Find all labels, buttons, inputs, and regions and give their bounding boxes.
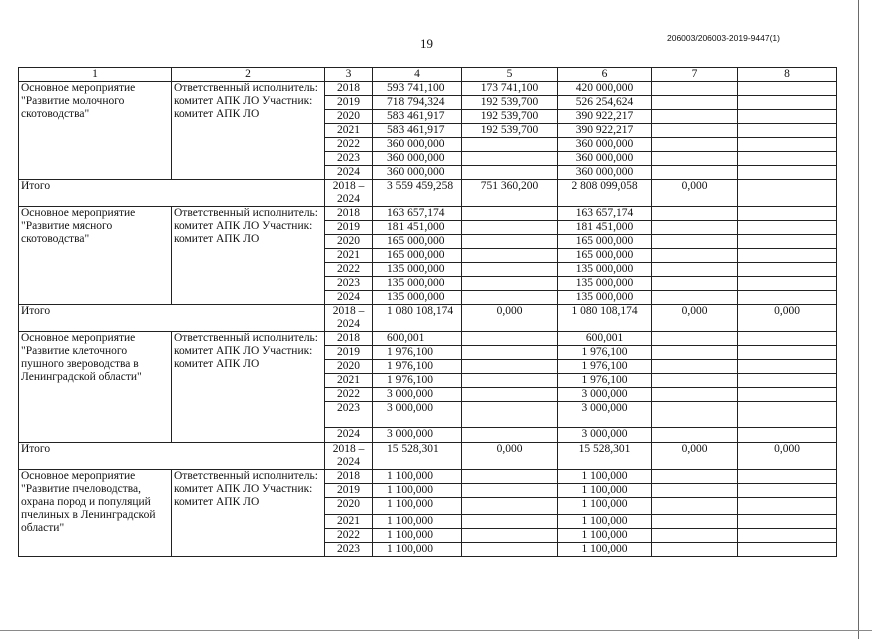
year-cell: 2022 bbox=[325, 138, 373, 152]
regional-funding-cell: 360 000,000 bbox=[558, 152, 652, 166]
local-funding-cell bbox=[652, 428, 738, 443]
total-years-cell: 2018 – 2024 bbox=[325, 305, 373, 332]
local-funding-cell bbox=[652, 291, 738, 305]
regional-funding-cell: 1 100,000 bbox=[558, 470, 652, 484]
other-funding-cell bbox=[738, 152, 837, 166]
federal-funding-cell bbox=[462, 498, 558, 515]
header-cell: 2 bbox=[172, 68, 325, 82]
header-cell: 6 bbox=[558, 68, 652, 82]
regional-funding-cell: 1 100,000 bbox=[558, 543, 652, 557]
total-funding-cell: 1 100,000 bbox=[373, 543, 462, 557]
other-funding-cell bbox=[738, 332, 837, 346]
regional-funding-cell: 526 254,624 bbox=[558, 96, 652, 110]
federal-funding-cell bbox=[462, 374, 558, 388]
other-funding-cell bbox=[738, 515, 837, 529]
table-row bbox=[19, 82, 837, 96]
year-cell: 2021 bbox=[325, 515, 373, 529]
total-row bbox=[19, 180, 837, 207]
federal-funding-cell bbox=[462, 402, 558, 428]
other-funding-cell bbox=[738, 166, 837, 180]
regional-funding-cell: 165 000,000 bbox=[558, 235, 652, 249]
federal-funding-cell: 192 539,700 bbox=[462, 124, 558, 138]
local-funding-cell bbox=[652, 235, 738, 249]
other-funding-cell bbox=[738, 110, 837, 124]
federal-funding-cell: 173 741,100 bbox=[462, 82, 558, 96]
year-cell: 2018 bbox=[325, 332, 373, 346]
regional-funding-cell: 2 808 099,058 bbox=[558, 180, 652, 207]
regional-funding-cell: 420 000,000 bbox=[558, 82, 652, 96]
total-funding-cell: 3 559 459,258 bbox=[373, 180, 462, 207]
local-funding-cell bbox=[652, 402, 738, 428]
total-funding-cell: 181 451,000 bbox=[373, 221, 462, 235]
federal-funding-cell bbox=[462, 221, 558, 235]
federal-funding-cell: 0,000 bbox=[462, 443, 558, 470]
federal-funding-cell bbox=[462, 166, 558, 180]
local-funding-cell bbox=[652, 277, 738, 291]
total-funding-cell: 1 100,000 bbox=[373, 470, 462, 484]
federal-funding-cell: 0,000 bbox=[462, 305, 558, 332]
regional-funding-cell: 390 922,217 bbox=[558, 124, 652, 138]
other-funding-cell bbox=[738, 470, 837, 484]
total-row bbox=[19, 305, 837, 332]
regional-funding-cell: 135 000,000 bbox=[558, 263, 652, 277]
total-funding-cell: 360 000,000 bbox=[373, 138, 462, 152]
local-funding-cell: 0,000 bbox=[652, 443, 738, 470]
total-funding-cell: 1 976,100 bbox=[373, 360, 462, 374]
year-cell: 2020 bbox=[325, 360, 373, 374]
regional-funding-cell: 1 100,000 bbox=[558, 498, 652, 515]
federal-funding-cell bbox=[462, 207, 558, 221]
total-funding-cell: 3 000,000 bbox=[373, 428, 462, 443]
local-funding-cell bbox=[652, 529, 738, 543]
federal-funding-cell: 751 360,200 bbox=[462, 180, 558, 207]
local-funding-cell bbox=[652, 332, 738, 346]
regional-funding-cell: 165 000,000 bbox=[558, 249, 652, 263]
federal-funding-cell bbox=[462, 543, 558, 557]
table-row bbox=[19, 207, 837, 221]
year-cell: 2019 bbox=[325, 221, 373, 235]
scan-edge-right bbox=[858, 0, 859, 639]
regional-funding-cell: 181 451,000 bbox=[558, 221, 652, 235]
document-code: 206003/206003-2019-9447(1) bbox=[667, 33, 780, 43]
other-funding-cell bbox=[738, 180, 837, 207]
other-funding-cell bbox=[738, 207, 837, 221]
total-funding-cell: 1 100,000 bbox=[373, 515, 462, 529]
total-funding-cell: 3 000,000 bbox=[373, 402, 462, 428]
year-cell: 2024 bbox=[325, 166, 373, 180]
year-cell: 2021 bbox=[325, 124, 373, 138]
total-funding-cell: 1 100,000 bbox=[373, 498, 462, 515]
total-label-cell: Итого bbox=[19, 180, 325, 207]
total-funding-cell: 135 000,000 bbox=[373, 263, 462, 277]
total-funding-cell: 583 461,917 bbox=[373, 110, 462, 124]
total-funding-cell: 360 000,000 bbox=[373, 152, 462, 166]
local-funding-cell bbox=[652, 96, 738, 110]
federal-funding-cell: 192 539,700 bbox=[462, 96, 558, 110]
performer-cell: Ответственный исполнитель: комитет АПК ЛО Участник: комитет АПК ЛО bbox=[172, 82, 325, 180]
other-funding-cell bbox=[738, 346, 837, 360]
total-funding-cell: 1 100,000 bbox=[373, 484, 462, 498]
regional-funding-cell: 1 080 108,174 bbox=[558, 305, 652, 332]
federal-funding-cell bbox=[462, 428, 558, 443]
year-cell: 2020 bbox=[325, 235, 373, 249]
other-funding-cell bbox=[738, 543, 837, 557]
federal-funding-cell bbox=[462, 277, 558, 291]
year-cell: 2020 bbox=[325, 110, 373, 124]
total-row bbox=[19, 443, 837, 470]
total-funding-cell: 135 000,000 bbox=[373, 277, 462, 291]
federal-funding-cell bbox=[462, 332, 558, 346]
total-years-cell: 2018 – 2024 bbox=[325, 443, 373, 470]
other-funding-cell bbox=[738, 374, 837, 388]
total-funding-cell: 163 657,174 bbox=[373, 207, 462, 221]
local-funding-cell bbox=[652, 374, 738, 388]
federal-funding-cell: 192 539,700 bbox=[462, 110, 558, 124]
total-funding-cell: 1 976,100 bbox=[373, 374, 462, 388]
table-row bbox=[19, 332, 837, 346]
performer-cell: Ответственный исполнитель: комитет АПК ЛО Участник: комитет АПК ЛО bbox=[172, 332, 325, 443]
total-funding-cell: 165 000,000 bbox=[373, 249, 462, 263]
local-funding-cell bbox=[652, 249, 738, 263]
federal-funding-cell bbox=[462, 138, 558, 152]
year-cell: 2023 bbox=[325, 277, 373, 291]
header-cell: 7 bbox=[652, 68, 738, 82]
federal-funding-cell bbox=[462, 235, 558, 249]
local-funding-cell bbox=[652, 263, 738, 277]
total-funding-cell: 593 741,100 bbox=[373, 82, 462, 96]
regional-funding-cell: 360 000,000 bbox=[558, 166, 652, 180]
federal-funding-cell bbox=[462, 388, 558, 402]
local-funding-cell bbox=[652, 388, 738, 402]
federal-funding-cell bbox=[462, 360, 558, 374]
regional-funding-cell: 1 100,000 bbox=[558, 515, 652, 529]
year-cell: 2018 bbox=[325, 82, 373, 96]
other-funding-cell bbox=[738, 402, 837, 428]
year-cell: 2018 bbox=[325, 470, 373, 484]
federal-funding-cell bbox=[462, 291, 558, 305]
federal-funding-cell bbox=[462, 484, 558, 498]
total-funding-cell: 600,001 bbox=[373, 332, 462, 346]
activity-name-cell: Основное мероприятие "Развитие молочного скотоводства" bbox=[19, 82, 172, 180]
regional-funding-cell: 135 000,000 bbox=[558, 277, 652, 291]
local-funding-cell bbox=[652, 207, 738, 221]
total-funding-cell: 3 000,000 bbox=[373, 388, 462, 402]
local-funding-cell bbox=[652, 484, 738, 498]
total-funding-cell: 1 100,000 bbox=[373, 529, 462, 543]
year-cell: 2019 bbox=[325, 346, 373, 360]
other-funding-cell bbox=[738, 263, 837, 277]
regional-funding-cell: 163 657,174 bbox=[558, 207, 652, 221]
total-funding-cell: 583 461,917 bbox=[373, 124, 462, 138]
local-funding-cell bbox=[652, 82, 738, 96]
budget-table bbox=[18, 67, 837, 557]
regional-funding-cell: 1 100,000 bbox=[558, 484, 652, 498]
regional-funding-cell: 3 000,000 bbox=[558, 428, 652, 443]
regional-funding-cell: 1 976,100 bbox=[558, 360, 652, 374]
federal-funding-cell bbox=[462, 263, 558, 277]
year-cell: 2023 bbox=[325, 152, 373, 166]
other-funding-cell bbox=[738, 96, 837, 110]
other-funding-cell: 0,000 bbox=[738, 443, 837, 470]
local-funding-cell: 0,000 bbox=[652, 305, 738, 332]
activity-name-cell: Основное мероприятие "Развитие мясного скотоводства" bbox=[19, 207, 172, 305]
local-funding-cell: 0,000 bbox=[652, 180, 738, 207]
other-funding-cell bbox=[738, 277, 837, 291]
year-cell: 2022 bbox=[325, 388, 373, 402]
year-cell: 2023 bbox=[325, 543, 373, 557]
page-number: 19 bbox=[420, 36, 433, 51]
local-funding-cell bbox=[652, 515, 738, 529]
regional-funding-cell: 15 528,301 bbox=[558, 443, 652, 470]
regional-funding-cell: 135 000,000 bbox=[558, 291, 652, 305]
other-funding-cell bbox=[738, 498, 837, 515]
federal-funding-cell bbox=[462, 529, 558, 543]
year-cell: 2022 bbox=[325, 529, 373, 543]
total-years-cell: 2018 – 2024 bbox=[325, 180, 373, 207]
total-label-cell: Итого bbox=[19, 443, 325, 470]
local-funding-cell bbox=[652, 470, 738, 484]
header-cell: 3 bbox=[325, 68, 373, 82]
other-funding-cell bbox=[738, 82, 837, 96]
federal-funding-cell bbox=[462, 249, 558, 263]
year-cell: 2020 bbox=[325, 498, 373, 515]
total-funding-cell: 165 000,000 bbox=[373, 235, 462, 249]
header-cell: 1 bbox=[19, 68, 172, 82]
regional-funding-cell: 390 922,217 bbox=[558, 110, 652, 124]
header-cell: 5 bbox=[462, 68, 558, 82]
other-funding-cell bbox=[738, 360, 837, 374]
year-cell: 2023 bbox=[325, 402, 373, 428]
performer-cell: Ответственный исполнитель: комитет АПК ЛО Участник: комитет АПК ЛО bbox=[172, 207, 325, 305]
local-funding-cell bbox=[652, 346, 738, 360]
other-funding-cell bbox=[738, 529, 837, 543]
regional-funding-cell: 1 100,000 bbox=[558, 529, 652, 543]
other-funding-cell bbox=[738, 484, 837, 498]
regional-funding-cell: 600,001 bbox=[558, 332, 652, 346]
other-funding-cell bbox=[738, 388, 837, 402]
performer-cell: Ответственный исполнитель: комитет АПК ЛО Участник: комитет АПК ЛО bbox=[172, 470, 325, 557]
regional-funding-cell: 360 000,000 bbox=[558, 138, 652, 152]
regional-funding-cell: 1 976,100 bbox=[558, 374, 652, 388]
local-funding-cell bbox=[652, 543, 738, 557]
header-row bbox=[19, 68, 837, 82]
year-cell: 2024 bbox=[325, 291, 373, 305]
other-funding-cell bbox=[738, 138, 837, 152]
federal-funding-cell bbox=[462, 470, 558, 484]
other-funding-cell bbox=[738, 291, 837, 305]
total-funding-cell: 15 528,301 bbox=[373, 443, 462, 470]
regional-funding-cell: 1 976,100 bbox=[558, 346, 652, 360]
activity-name-cell: Основное мероприятие "Развитие пчеловодства, охрана пород и популяций пчелиных в Ленинградской области" bbox=[19, 470, 172, 557]
regional-funding-cell: 3 000,000 bbox=[558, 388, 652, 402]
total-funding-cell: 360 000,000 bbox=[373, 166, 462, 180]
other-funding-cell: 0,000 bbox=[738, 305, 837, 332]
local-funding-cell bbox=[652, 166, 738, 180]
year-cell: 2019 bbox=[325, 96, 373, 110]
total-funding-cell: 1 080 108,174 bbox=[373, 305, 462, 332]
local-funding-cell bbox=[652, 152, 738, 166]
table-row bbox=[19, 470, 837, 484]
local-funding-cell bbox=[652, 124, 738, 138]
year-cell: 2021 bbox=[325, 249, 373, 263]
federal-funding-cell bbox=[462, 515, 558, 529]
header-cell: 4 bbox=[373, 68, 462, 82]
header-cell: 8 bbox=[738, 68, 837, 82]
year-cell: 2022 bbox=[325, 263, 373, 277]
local-funding-cell bbox=[652, 498, 738, 515]
scan-edge-bottom bbox=[0, 630, 872, 631]
local-funding-cell bbox=[652, 138, 738, 152]
other-funding-cell bbox=[738, 221, 837, 235]
local-funding-cell bbox=[652, 221, 738, 235]
year-cell: 2018 bbox=[325, 207, 373, 221]
activity-name-cell: Основное мероприятие "Развитие клеточного пушного звероводства в Ленинградской области" bbox=[19, 332, 172, 443]
year-cell: 2021 bbox=[325, 374, 373, 388]
other-funding-cell bbox=[738, 428, 837, 443]
regional-funding-cell: 3 000,000 bbox=[558, 402, 652, 428]
total-label-cell: Итого bbox=[19, 305, 325, 332]
federal-funding-cell bbox=[462, 346, 558, 360]
year-cell: 2019 bbox=[325, 484, 373, 498]
other-funding-cell bbox=[738, 124, 837, 138]
local-funding-cell bbox=[652, 360, 738, 374]
other-funding-cell bbox=[738, 249, 837, 263]
federal-funding-cell bbox=[462, 152, 558, 166]
total-funding-cell: 135 000,000 bbox=[373, 291, 462, 305]
other-funding-cell bbox=[738, 235, 837, 249]
local-funding-cell bbox=[652, 110, 738, 124]
total-funding-cell: 1 976,100 bbox=[373, 346, 462, 360]
total-funding-cell: 718 794,324 bbox=[373, 96, 462, 110]
year-cell: 2024 bbox=[325, 428, 373, 443]
